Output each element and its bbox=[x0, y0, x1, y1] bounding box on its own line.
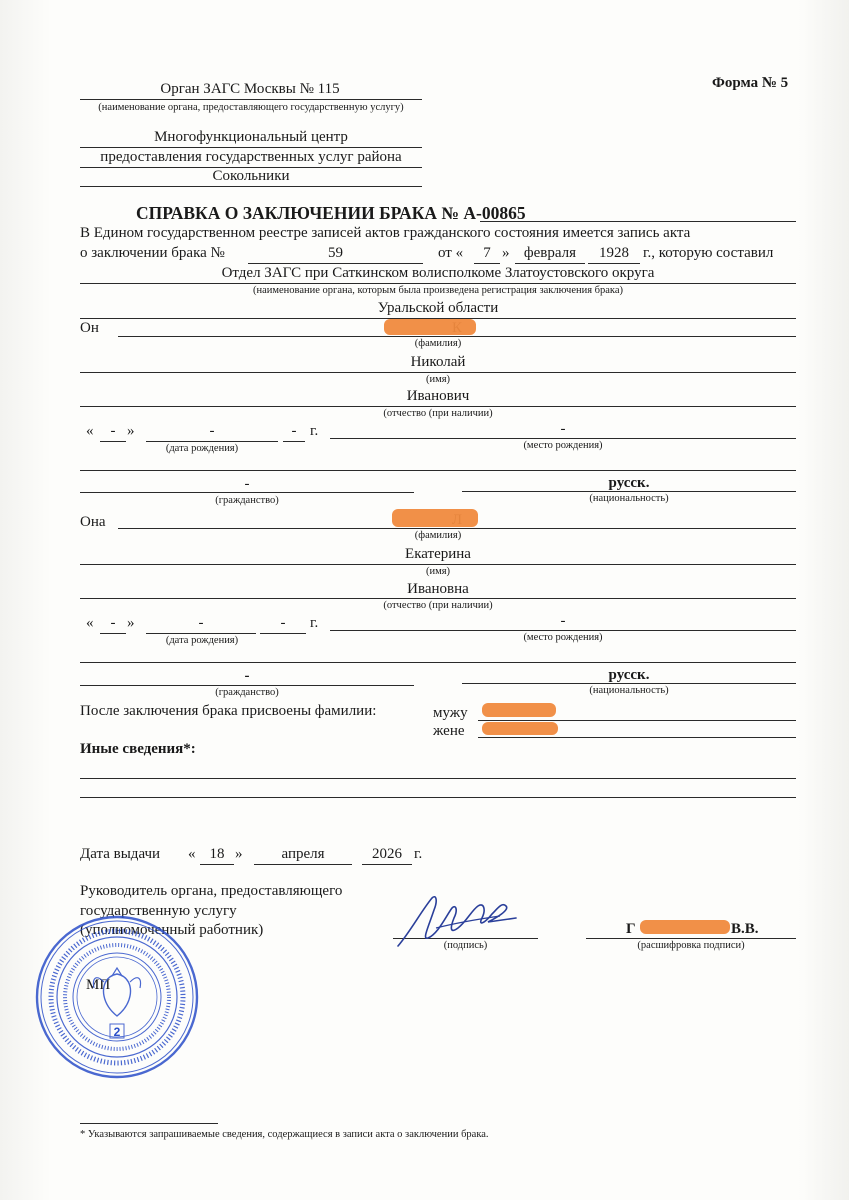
wife-birth-year: - bbox=[280, 615, 286, 631]
intro-line2-prefix: о заключении брака № bbox=[80, 245, 225, 261]
head-title-line2: государственную услугу bbox=[80, 903, 237, 919]
underline bbox=[80, 685, 414, 686]
husband-birth-month: - bbox=[209, 423, 215, 439]
underline bbox=[248, 263, 423, 264]
wife-surname-caption: (фамилия) bbox=[414, 530, 462, 541]
underline bbox=[586, 938, 796, 939]
husband-birth-date-caption: (дата рождения) bbox=[165, 443, 239, 454]
redaction-mark bbox=[482, 722, 558, 735]
wife-patronymic: Ивановна bbox=[407, 581, 469, 597]
wife-birth-close: » bbox=[127, 615, 135, 631]
underline bbox=[474, 263, 500, 264]
underline bbox=[80, 186, 422, 187]
issue-date-open: « bbox=[188, 846, 196, 862]
wife-birth-date-caption: (дата рождения) bbox=[165, 635, 239, 646]
wife-birth-month: - bbox=[198, 615, 204, 631]
underline bbox=[480, 221, 796, 222]
underline bbox=[80, 147, 422, 148]
wife-birth-place-caption: (место рождения) bbox=[523, 632, 603, 643]
signer-surname: Г bbox=[626, 921, 636, 937]
underline bbox=[260, 633, 306, 634]
footnote-text: * Указываются запрашиваемые сведения, содержащиеся в записи акта о заключении брака. bbox=[80, 1129, 489, 1140]
organ-name-line4: Сокольники bbox=[212, 168, 290, 184]
wife-nationality: русск. bbox=[608, 667, 650, 683]
wife-birth-year-suffix: г. bbox=[310, 615, 319, 631]
underline bbox=[118, 528, 796, 529]
surnames-after-label: После заключения брака присвоены фамилии: bbox=[80, 703, 377, 719]
underline bbox=[478, 720, 796, 721]
underline bbox=[515, 263, 585, 264]
redaction-mark bbox=[392, 509, 478, 527]
husband-birth-year-suffix: г. bbox=[310, 423, 319, 439]
underline bbox=[588, 263, 640, 264]
organ-caption: (наименование органа, предоставляющего государственную услугу) bbox=[98, 102, 404, 113]
issue-date-label: Дата выдачи bbox=[80, 846, 161, 862]
underline bbox=[80, 406, 796, 407]
husband-nationality-caption: (национальность) bbox=[589, 493, 669, 504]
husband-nationality: русск. bbox=[608, 475, 650, 491]
underline bbox=[100, 441, 126, 442]
date-open: от « bbox=[438, 245, 464, 261]
intro-line2-suffix: г., которую составил bbox=[643, 245, 774, 261]
signer-caption: (расшифровка подписи) bbox=[637, 940, 745, 951]
wife-citizenship: - bbox=[244, 668, 250, 684]
date-close: » bbox=[502, 245, 510, 261]
underline bbox=[80, 598, 796, 599]
underline bbox=[478, 737, 796, 738]
underline bbox=[362, 864, 412, 865]
underline bbox=[146, 633, 256, 634]
husband-name-caption: (имя) bbox=[425, 374, 451, 385]
wife-birth-open: « bbox=[86, 615, 94, 631]
record-day: 7 bbox=[483, 245, 491, 261]
document-title: СПРАВКА О ЗАКЛЮЧЕНИИ БРАКА № А-00865 bbox=[136, 203, 526, 223]
husband-name: Николай bbox=[410, 354, 466, 370]
wife-citizenship-caption: (гражданство) bbox=[215, 687, 279, 698]
underline bbox=[80, 283, 796, 284]
underline bbox=[80, 372, 796, 373]
redaction-mark bbox=[640, 920, 730, 934]
husband-birth-open: « bbox=[86, 423, 94, 439]
footnote-separator bbox=[80, 1123, 218, 1124]
wife-nationality-caption: (национальность) bbox=[589, 685, 669, 696]
underline bbox=[100, 633, 126, 634]
husband-patronymic: Иванович bbox=[406, 388, 470, 404]
handwritten-signature bbox=[392, 888, 522, 954]
issue-day: 18 bbox=[209, 846, 225, 862]
underline bbox=[462, 683, 796, 684]
form-number: Форма № 5 bbox=[712, 75, 789, 91]
issue-year: 2026 bbox=[372, 846, 402, 862]
husband-birth-year: - bbox=[291, 423, 297, 439]
wife-patronymic-caption: (отчество (при наличии) bbox=[383, 600, 493, 611]
underline bbox=[330, 630, 796, 631]
organ-name-line1: Орган ЗАГС Москвы № 115 bbox=[160, 81, 340, 97]
record-year: 1928 bbox=[599, 245, 629, 261]
underline bbox=[80, 662, 796, 663]
registrar-region: Уральской области bbox=[377, 300, 499, 316]
underline bbox=[80, 564, 796, 565]
wife-birth-place: - bbox=[560, 613, 566, 629]
husband-birth-day: - bbox=[110, 423, 116, 439]
wife-name-caption: (имя) bbox=[425, 566, 451, 577]
issue-date-close: » bbox=[235, 846, 243, 862]
husband-birth-close: » bbox=[127, 423, 135, 439]
stamp-place-label: МП bbox=[86, 977, 111, 993]
organ-name-line2: Многофункциональный центр bbox=[154, 129, 348, 145]
registrar-name: Отдел ЗАГС при Саткинском волисполкоме Златоустовского округа bbox=[221, 265, 655, 281]
other-info-label: Иные сведения*: bbox=[80, 741, 196, 757]
redaction-mark bbox=[482, 703, 556, 717]
husband-patronymic-caption: (отчество (при наличии) bbox=[383, 408, 493, 419]
underline bbox=[80, 778, 796, 779]
underline bbox=[330, 438, 796, 439]
redaction-mark bbox=[384, 319, 476, 335]
underline bbox=[200, 864, 234, 865]
record-number: 59 bbox=[328, 245, 343, 261]
organ-name-line3: предоставления государственных услуг района bbox=[100, 149, 402, 165]
wife-name: Екатерина bbox=[405, 546, 471, 562]
underline bbox=[146, 441, 278, 442]
wife-label: Она bbox=[80, 514, 106, 530]
husband-citizenship: - bbox=[244, 476, 250, 492]
head-title-line3: (уполномоченный работник) bbox=[80, 922, 264, 938]
registrar-caption: (наименование органа, которым была произведена регистрация заключения брака) bbox=[252, 285, 624, 296]
issue-year-suffix: г. bbox=[414, 846, 423, 862]
underline bbox=[254, 864, 352, 865]
husband-surname-after-label: мужу bbox=[433, 705, 468, 721]
underline bbox=[80, 492, 414, 493]
wife-birth-day: - bbox=[110, 615, 116, 631]
underline bbox=[80, 470, 796, 471]
husband-surname-caption: (фамилия) bbox=[414, 338, 462, 349]
wife-surname-after-label: жене bbox=[433, 723, 465, 739]
husband-birth-place: - bbox=[560, 421, 566, 437]
husband-citizenship-caption: (гражданство) bbox=[215, 495, 279, 506]
issue-month: апреля bbox=[281, 846, 325, 862]
underline bbox=[118, 336, 796, 337]
underline bbox=[80, 797, 796, 798]
underline bbox=[462, 491, 796, 492]
signature-caption: (подпись) bbox=[443, 940, 488, 951]
head-title-line1: Руководитель органа, предоставляющего bbox=[80, 883, 343, 899]
husband-label: Он bbox=[80, 320, 99, 336]
seal-number: 2 bbox=[113, 1025, 121, 1039]
husband-birth-place-caption: (место рождения) bbox=[523, 440, 603, 451]
signer-initials: В.В. bbox=[731, 921, 759, 937]
underline bbox=[283, 441, 305, 442]
official-seal bbox=[32, 912, 202, 1082]
underline bbox=[80, 99, 422, 100]
record-month: февраля bbox=[523, 245, 577, 261]
intro-line1: В Едином государственном реестре записей актов гражданского состояния имеется запись акта bbox=[80, 225, 691, 241]
